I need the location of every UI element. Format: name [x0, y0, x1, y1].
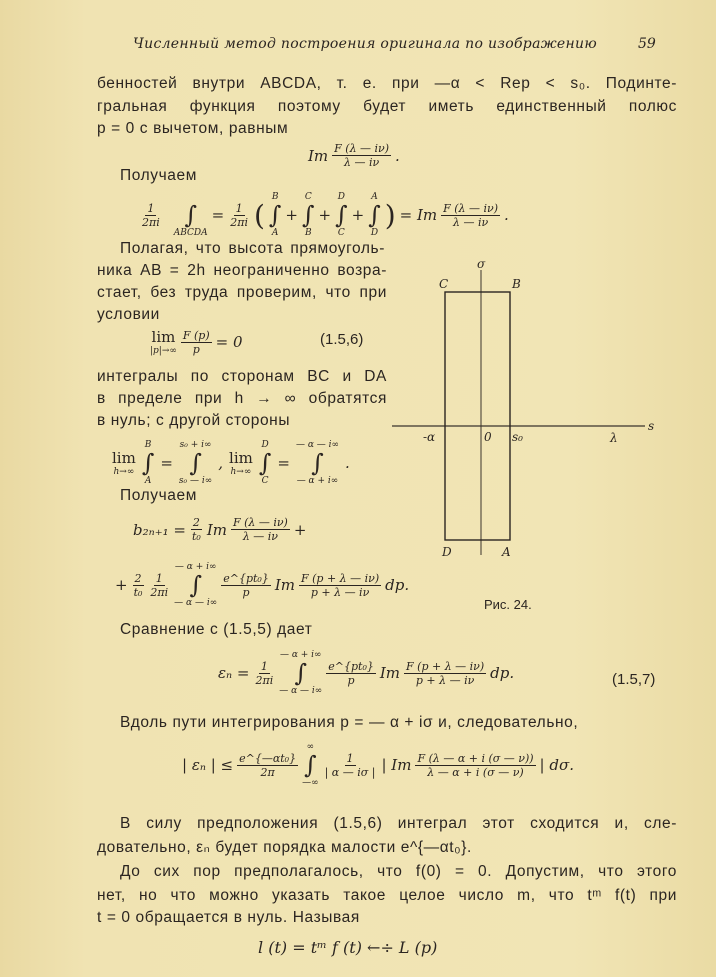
text-line: Получаем: [120, 167, 197, 184]
formula-b-integral-term: + $\frac{2}{\text{t₀}}$ $\frac{1}{2\pi i}$ — α + i∞ ∫ — α — i∞ $\frac{\text{e\textasciicircum{}\{pt₀\}}}{p}$ Im $\frac{F (p + \lambda — i\nu)}{p + \lambda — i\nu}$ dp.: [115, 562, 410, 608]
label-s0: s₀: [512, 430, 523, 444]
formula-residue: Im $\frac{F (\lambda — i\nu)}{\lambda — i\nu}$ .: [308, 142, 400, 169]
formula-limits: lim h→∞ B ∫ A = s₀ + i∞ ∫ s₀ — i∞ , lim h→∞ D ∫ C = — α — i∞ ∫ — α + i∞ .: [112, 440, 350, 486]
text-line: интегралы по сторонам BC и DA: [97, 368, 387, 385]
page-number: 59: [638, 36, 656, 52]
formula-b-coefficient: b₂ₙ₊₁ = $\frac{2}{\text{t₀}}$ Im $\frac{F (\lambda — i\nu)}{\lambda — i\nu}$ +: [133, 516, 307, 543]
text-line: В силу предположения (1.5,6) интеграл этот сходится и, сле-: [120, 815, 677, 832]
equation-number: (1.5,7): [612, 671, 656, 688]
text-line: бенностей внутри ABCDA, т. е. при —α < Rep < s₀. Подинте-: [97, 75, 677, 92]
formula-laplace-pair: l (t) = tᵐ f (t) ←÷ L (p): [258, 938, 438, 957]
text-line: условии: [97, 306, 160, 323]
text-line: p = 0 с вычетом, равным: [97, 120, 289, 137]
text-line: стает, без труда проверим, что при: [97, 284, 387, 301]
formula-contour-integral: $\frac{1}{2\pi i}$ ∫ ABCDA = $\frac{1}{2\pi i}$ ( B ∫ A + C ∫ B + D ∫ C + A ∫ D ) = Im $\frac{F (\lambda — i\nu)}{\lambda — i\nu}$ .: [142, 192, 509, 238]
text-line: нет, но что можно указать такое целое число m, что tᵐ f(t) при: [97, 887, 677, 904]
contour-rectangle: [445, 292, 510, 540]
text-line: ника AB = 2h неограниченно возра-: [97, 262, 387, 279]
equation-number: (1.5,6): [320, 331, 364, 348]
label-lambda: λ: [610, 431, 618, 445]
text-line: Сравнение с (1.5,5) дает: [120, 621, 313, 638]
label-d: D: [442, 545, 452, 559]
text-line: До сих пор предполагалось, что f(0) = 0. Допустим, что этого: [120, 863, 677, 880]
label-sigma: σ: [477, 257, 486, 271]
formula-epsilon: εₙ = $\frac{1}{2\pi i}$ — α + i∞ ∫ — α — i∞ $\frac{\text{e\textasciicircum{}\{pt₀\}}}{p}$ Im $\frac{F (p + \lambda — i\nu)}{p + \lambda — i\nu}$ dp.: [218, 650, 515, 696]
text-line: t = 0 обращается в нуль. Называя: [97, 909, 360, 926]
figure-caption: Рис. 24.: [484, 597, 532, 612]
text-line: Получаем: [120, 487, 197, 504]
text-line: Вдоль пути интегрирования p = — α + iσ и, следовательно,: [120, 714, 579, 731]
label-a: A: [502, 545, 511, 559]
text-line: довательно, εₙ будет порядка малости e^{—αt₀}.: [97, 839, 472, 856]
label-minus-alpha: -α: [423, 430, 436, 444]
text-line: гральная функция поэтому будет иметь единственный полюс: [97, 98, 677, 115]
formula-limit-condition: lim |p|→∞ $\frac{F (p)}{p}$ = 0: [150, 328, 243, 356]
label-s: s: [648, 419, 655, 433]
text-line: в нуль; с другой стороны: [97, 412, 291, 429]
label-c: C: [439, 277, 449, 291]
label-b: B: [512, 277, 521, 291]
label-origin: 0: [484, 430, 492, 444]
text-line: в пределе при h → ∞ обратятся: [97, 390, 387, 407]
running-header: Численный метод построения оригинала по изображению: [133, 36, 597, 52]
formula-epsilon-bound: | εₙ | ≤ $\frac{\text{e\textasciicircum{}\{—αt₀\}}}{2\pi}$ ∞ ∫ —∞ $\frac{1}{| \alpha — i\sigma |}$ | Im $\frac{F (\lambda — \alpha + i (\sigma — \nu))}{\lambda — \alpha + i (\sigma — \nu)}$ | dσ.: [182, 742, 574, 788]
text-line: Полагая, что высота прямоуголь-: [120, 240, 385, 257]
